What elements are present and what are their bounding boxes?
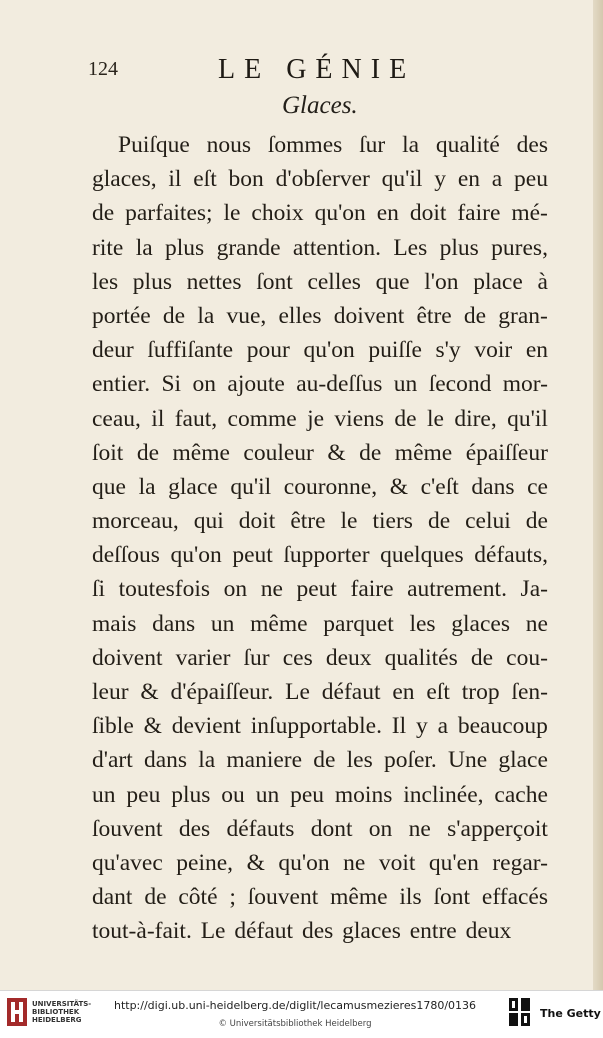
library-name xyxy=(32,1000,92,1024)
text-line: ceau, il faut, comme je viens de le dire, qu'il xyxy=(92,405,548,432)
text-line: deur ſuffiſante pour qu'on puiſſe s'y voir en xyxy=(92,337,548,364)
text-line: morceau, qui doit être le tiers de celui de xyxy=(92,508,548,535)
text-line: tout-à-fait. Le défaut des glaces entre deux xyxy=(92,918,512,945)
text-line: rite la plus grande attention. Les plus pures, xyxy=(92,234,548,261)
text-line: d'art dans la maniere de les poſer. Une glace xyxy=(92,747,548,774)
text-line: ſible & devient inſupportable. Il y a beaucoup xyxy=(92,713,548,740)
viewer-footer xyxy=(0,990,603,1038)
text-line: Puiſque nous ſommes ſur la qualité des xyxy=(118,132,548,158)
text-line: ſouvent des défauts dont on ne s'apperçoit xyxy=(92,815,548,842)
text-line: les plus nettes ſont celles que l'on place à xyxy=(92,268,548,295)
page-number: 124 xyxy=(88,58,118,80)
library-line: BIBLIOTHEK xyxy=(32,1008,80,1016)
text-line: que la glace qu'il couronne, & c'eſt dans ce xyxy=(92,473,548,500)
text-line: entier. Si on ajoute au-deſſus un ſecond mor- xyxy=(92,371,548,398)
library-line: UNIVERSITÄTS- xyxy=(32,1000,92,1008)
copyright-notice: © Universitätsbibliothek Heidelberg xyxy=(218,1019,372,1029)
text-line: mais dans un même parquet les glaces ne xyxy=(92,610,548,637)
permalink-url[interactable]: http://digi.ub.uni-heidelberg.de/diglit/lecamusmezieres1780/0136 xyxy=(113,999,477,1012)
text-line: deſſous qu'on peut ſupporter quelques défauts, xyxy=(92,542,548,569)
text-line: leur & d'épaiſſeur. Le défaut en eſt trop ſen- xyxy=(92,679,548,705)
text-line: doivent varier ſur ces deux qualités de cou- xyxy=(92,644,548,671)
body-paragraph xyxy=(92,128,548,949)
partner-name: The Getty xyxy=(540,1007,601,1020)
running-title: LE GÉNIE xyxy=(218,54,416,85)
text-line: de parfaites; le choix qu'on en doit faire mé- xyxy=(92,200,548,227)
text-line: dant de côté ; ſouvent même ils ſont effacés xyxy=(92,884,548,911)
text-line: portée de la vue, elles doivent être de gran- xyxy=(92,302,548,329)
text-line: un peu plus ou un peu moins inclinée, cache xyxy=(92,781,548,808)
getty-logo-icon xyxy=(508,997,532,1027)
text-line: ſi toutesfois on ne peut faire autrement. Ja- xyxy=(92,576,548,603)
text-line: glaces, il eſt bon d'obſerver qu'il y en a peu xyxy=(92,166,548,193)
text-line: ſoit de même couleur & de même épaiſſeur xyxy=(92,439,548,466)
page-header xyxy=(88,54,548,90)
library-line: HEIDELBERG xyxy=(32,1016,82,1024)
text-line: qu'avec peine, & qu'on ne voit qu'en regar- xyxy=(92,849,548,876)
page-edge xyxy=(593,0,603,990)
section-heading: Glaces. xyxy=(282,92,358,119)
heidelberg-logo-icon xyxy=(6,997,28,1027)
